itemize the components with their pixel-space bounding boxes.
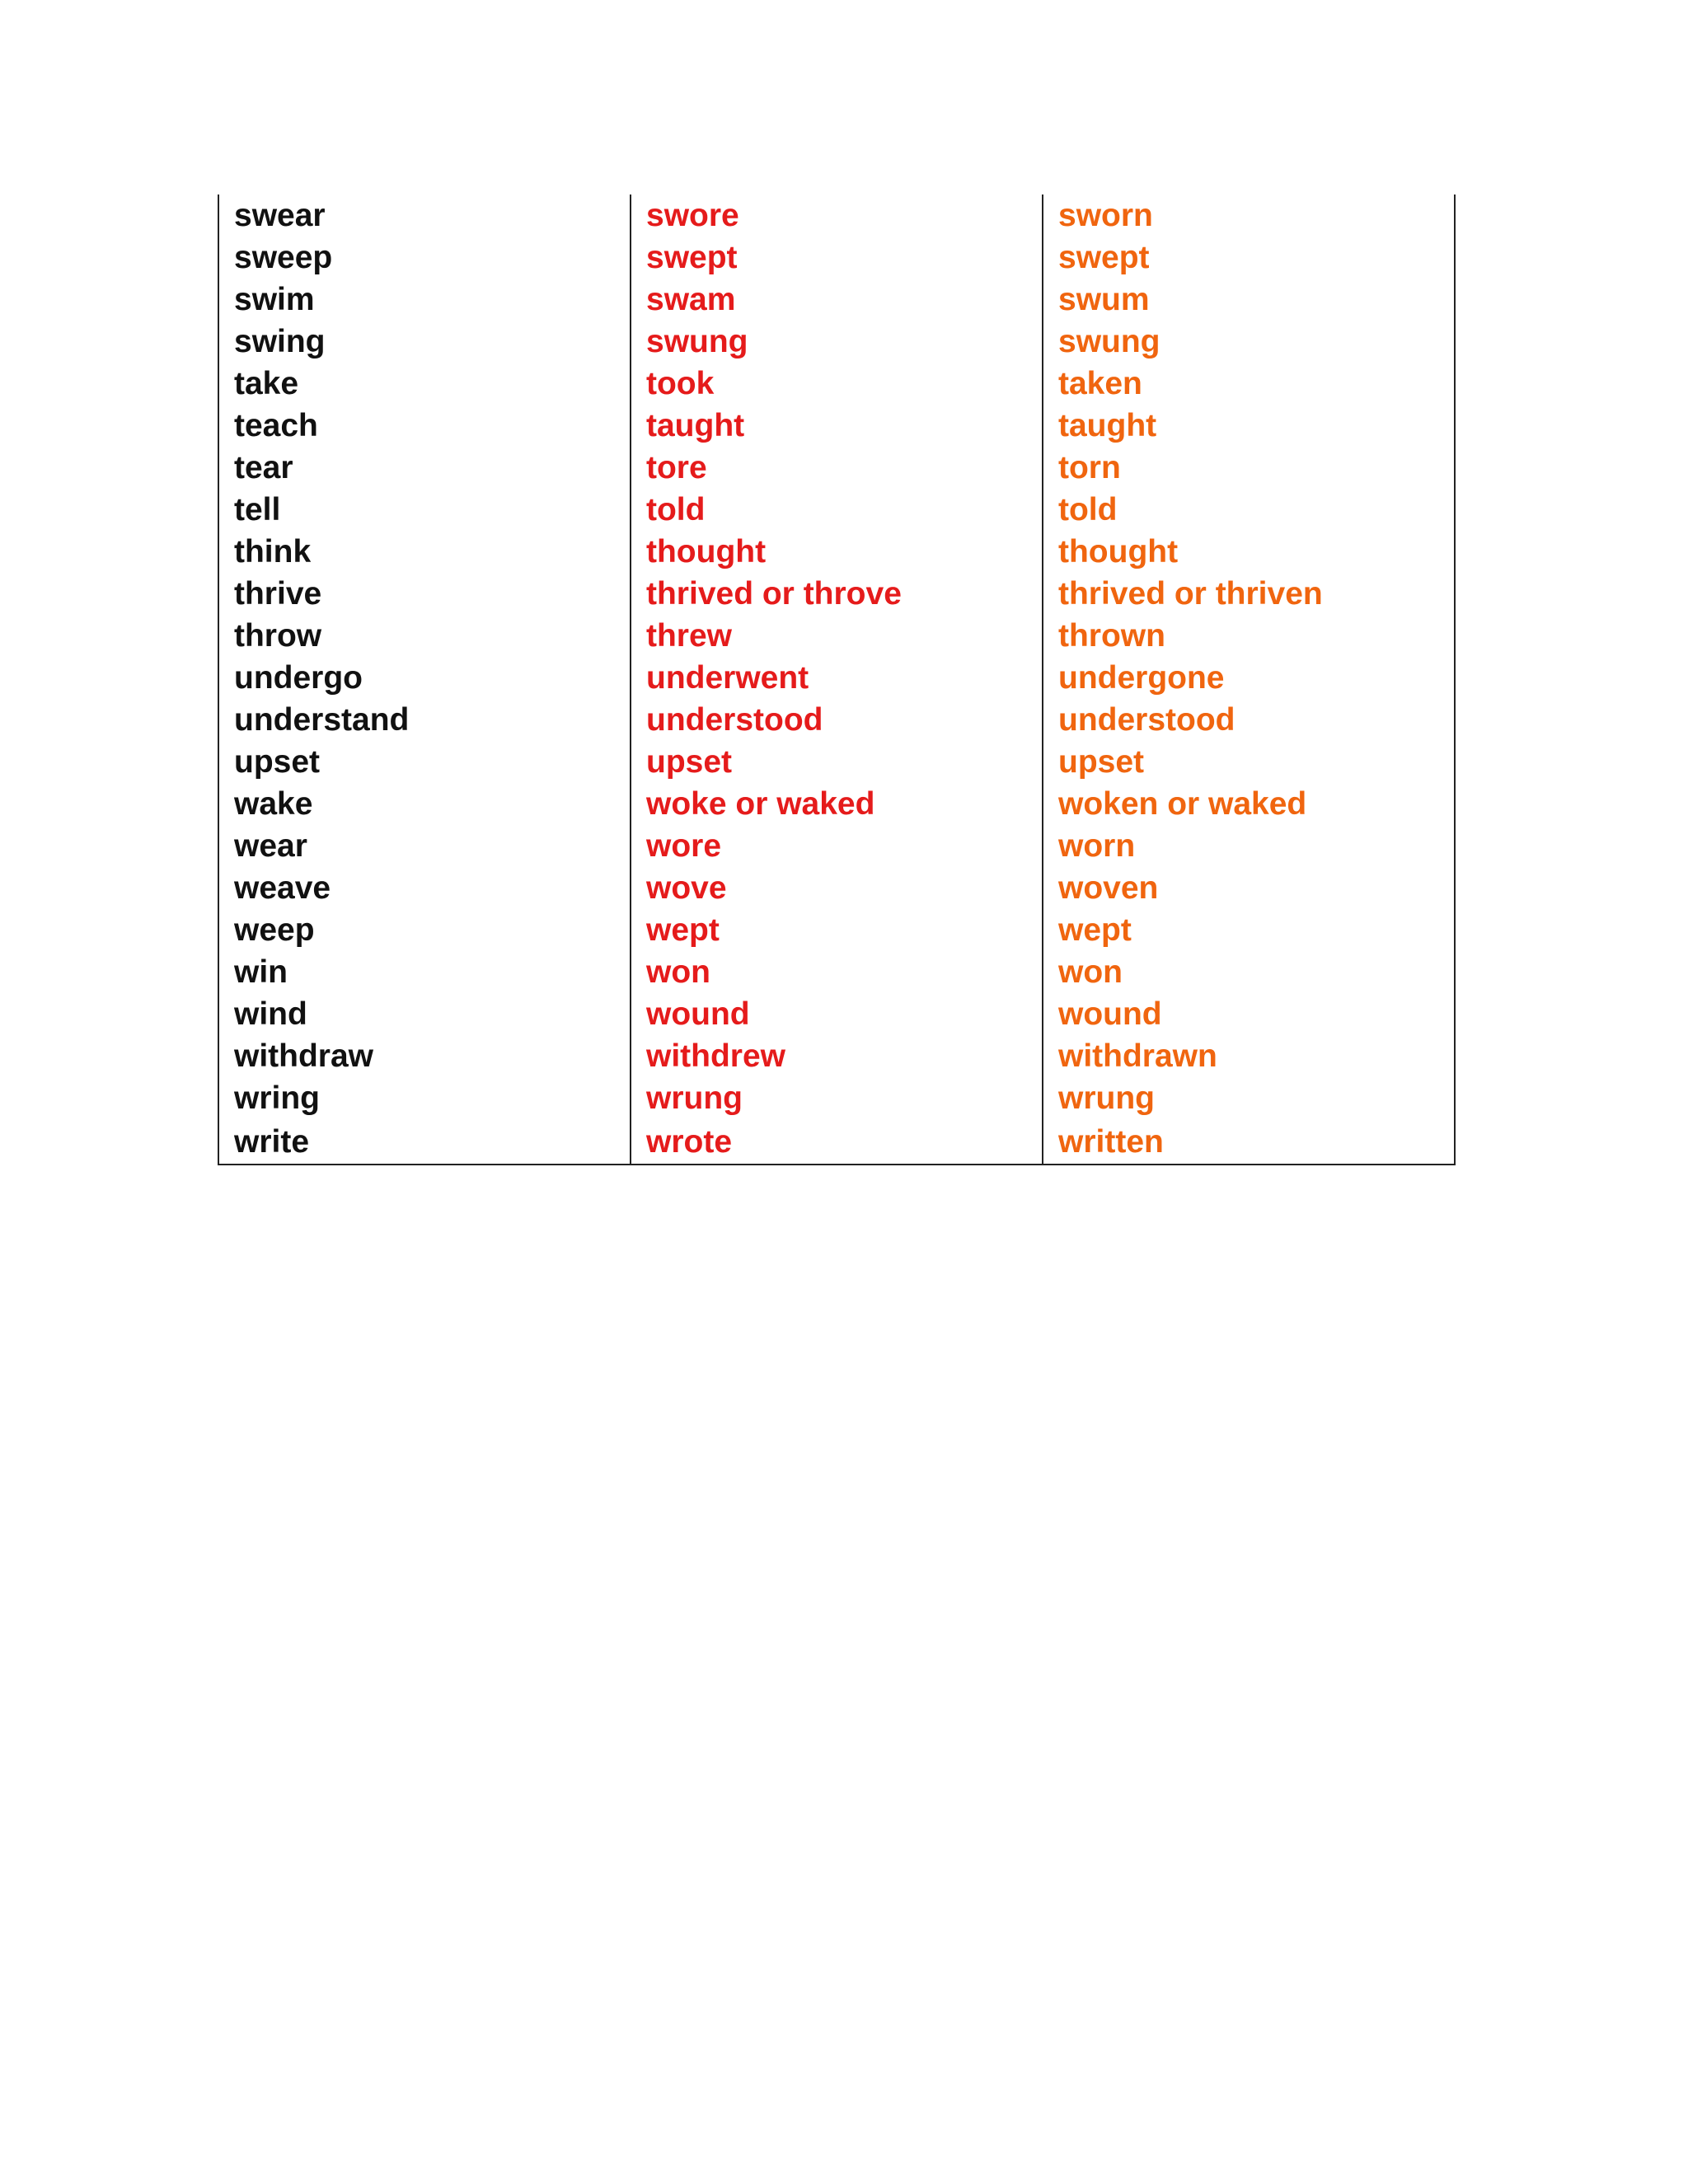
base-form-cell: tell [218, 489, 631, 531]
past-participle-cell: swung [1043, 321, 1455, 363]
past-tense-cell: thought [631, 531, 1043, 573]
past-tense-cell: wrung [631, 1077, 1043, 1119]
base-form-cell: swear [218, 194, 631, 237]
table-row [218, 237, 1455, 279]
table-row [218, 1035, 1455, 1077]
table-row [218, 1077, 1455, 1119]
past-participle-cell: told [1043, 489, 1455, 531]
past-tense-cell: understood [631, 699, 1043, 741]
past-tense-cell: took [631, 363, 1043, 405]
table-row [218, 531, 1455, 573]
past-tense-cell: wove [631, 867, 1043, 909]
past-participle-cell: swum [1043, 279, 1455, 321]
table-row [218, 194, 1455, 237]
table-row [218, 699, 1455, 741]
past-participle-cell: wrung [1043, 1077, 1455, 1119]
past-participle-cell: sworn [1043, 194, 1455, 237]
past-participle-cell: thrived or thriven [1043, 573, 1455, 615]
past-tense-cell: withdrew [631, 1035, 1043, 1077]
table-row [218, 867, 1455, 909]
table-row [218, 279, 1455, 321]
table-row [218, 783, 1455, 825]
past-tense-cell: swore [631, 194, 1043, 237]
base-form-cell: swim [218, 279, 631, 321]
base-form-cell: weave [218, 867, 631, 909]
past-tense-cell: swung [631, 321, 1043, 363]
past-participle-cell: thought [1043, 531, 1455, 573]
past-tense-cell: wore [631, 825, 1043, 867]
past-tense-cell: taught [631, 405, 1043, 447]
table-row [218, 363, 1455, 405]
past-participle-cell: wept [1043, 909, 1455, 951]
past-tense-cell: upset [631, 741, 1043, 783]
table-row [218, 405, 1455, 447]
past-tense-cell: woke or waked [631, 783, 1043, 825]
base-form-cell: write [218, 1119, 631, 1165]
past-participle-cell: woken or waked [1043, 783, 1455, 825]
past-participle-cell: withdrawn [1043, 1035, 1455, 1077]
base-form-cell: upset [218, 741, 631, 783]
base-form-cell: wear [218, 825, 631, 867]
base-form-cell: understand [218, 699, 631, 741]
base-form-cell: wring [218, 1077, 631, 1119]
table-row [218, 1119, 1455, 1165]
table-row [218, 447, 1455, 489]
irregular-verbs-table [218, 194, 1456, 1165]
table-row [218, 489, 1455, 531]
table-row [218, 615, 1455, 657]
base-form-cell: weep [218, 909, 631, 951]
past-tense-cell: wrote [631, 1119, 1043, 1165]
past-tense-cell: tore [631, 447, 1043, 489]
past-tense-cell: underwent [631, 657, 1043, 699]
past-participle-cell: worn [1043, 825, 1455, 867]
table-row [218, 951, 1455, 993]
base-form-cell: wake [218, 783, 631, 825]
table-row [218, 741, 1455, 783]
table-row [218, 825, 1455, 867]
past-participle-cell: written [1043, 1119, 1455, 1165]
table-row [218, 573, 1455, 615]
past-participle-cell: undergone [1043, 657, 1455, 699]
past-participle-cell: swept [1043, 237, 1455, 279]
past-participle-cell: understood [1043, 699, 1455, 741]
table-row [218, 909, 1455, 951]
table-row [218, 993, 1455, 1035]
past-participle-cell: taken [1043, 363, 1455, 405]
past-participle-cell: taught [1043, 405, 1455, 447]
past-tense-cell: swam [631, 279, 1043, 321]
past-participle-cell: upset [1043, 741, 1455, 783]
past-participle-cell: thrown [1043, 615, 1455, 657]
past-participle-cell: wound [1043, 993, 1455, 1035]
past-participle-cell: woven [1043, 867, 1455, 909]
past-participle-cell: won [1043, 951, 1455, 993]
base-form-cell: think [218, 531, 631, 573]
past-tense-cell: won [631, 951, 1043, 993]
past-tense-cell: wound [631, 993, 1043, 1035]
base-form-cell: throw [218, 615, 631, 657]
table-row [218, 321, 1455, 363]
past-tense-cell: thrived or throve [631, 573, 1043, 615]
table-row [218, 657, 1455, 699]
base-form-cell: teach [218, 405, 631, 447]
past-tense-cell: told [631, 489, 1043, 531]
past-tense-cell: threw [631, 615, 1043, 657]
past-tense-cell: swept [631, 237, 1043, 279]
base-form-cell: undergo [218, 657, 631, 699]
base-form-cell: win [218, 951, 631, 993]
base-form-cell: tear [218, 447, 631, 489]
base-form-cell: sweep [218, 237, 631, 279]
base-form-cell: take [218, 363, 631, 405]
table-body [218, 194, 1455, 1165]
base-form-cell: thrive [218, 573, 631, 615]
base-form-cell: swing [218, 321, 631, 363]
base-form-cell: wind [218, 993, 631, 1035]
base-form-cell: withdraw [218, 1035, 631, 1077]
past-participle-cell: torn [1043, 447, 1455, 489]
past-tense-cell: wept [631, 909, 1043, 951]
